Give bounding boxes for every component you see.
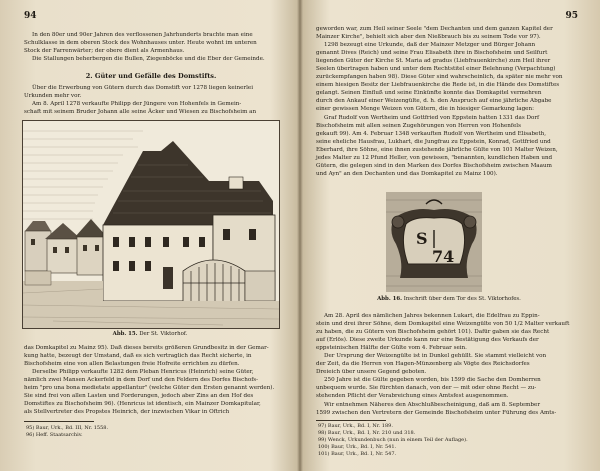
body-line: und Ayn" an den Dechanten und das Domkapitel zu Mainz 100). xyxy=(316,170,498,177)
emblem-number: 74 xyxy=(432,247,455,266)
inscription-emblem xyxy=(386,192,482,292)
body-line: Am 8. April 1278 verkaufte Philipp der Jüngere von Hohenfels in Gemein- xyxy=(32,101,242,108)
body-line: Seelen übertragen haben und unter dem Rechtstitel einer Belehnung (Verpachtung) xyxy=(316,66,556,73)
right-top-paragraphs xyxy=(316,25,582,178)
page-number-left: 94 xyxy=(24,11,37,21)
body-line: Bischofsheim mit allen seinen Zugehörungen von Herren von Hohenfels xyxy=(316,122,521,129)
body-line: einer gewissen Menge Weizen von Gütern, die in hiesiger Gemarkung lagen: xyxy=(316,106,534,113)
body-line: auf (Erlös). Diese zweite Urkunde kann nur eine Bestätigung des Verkaufs der xyxy=(316,337,539,344)
footnote: 96) Heff. Staatsarchiv. xyxy=(26,432,83,438)
intro-line: Schulklasse in dem oberen Stock des Wohnhauses unter. Heute wohnt im unteren xyxy=(24,40,257,47)
body-line: 1298 bezeugt eine Urkunde, daß der Mainzer Metzger und Bürger Johann xyxy=(324,42,536,49)
footnotes-right xyxy=(318,423,468,458)
footnotes-left xyxy=(26,425,108,439)
body-line: Graf Rudolf von Wertheim und Gottfried von Eppstein hatten 1331 das Dorf xyxy=(324,114,540,121)
body-line: kung hatte, bezeugt der Umstand, daß es sich vertraglich das Recht sicherte, in xyxy=(24,353,252,360)
body-line: einem hiesigen Besitz der Liebfrauenkirche die Rede ist, in die Hände des Domstiftes xyxy=(316,82,560,89)
body-line: unbequem wurde. Sie fürchten danach, von der — mit oder ohne Recht — zu- xyxy=(316,385,537,392)
body-line: Sie sind frei von allen Lasten und Forderungen, jedoch aber Zins an den Hof des xyxy=(24,393,254,400)
body-line: Derselbe Philipp verkaufte 1282 dem Pleban Henricus (Heinrich) seine Güter, xyxy=(32,369,254,376)
body-line: schaft mit seinem Bruder Johann alle seine Äcker und Wiesen zu Bischofsheim an xyxy=(24,109,257,116)
body-line: liegenden Güter der Kirche St. Maria ad gradus (Liebfrauenkirche) zum Heil ihrer xyxy=(316,58,551,65)
body-line: nämlich zwei Mansen Ackerfeld in dem Dorf und den Feldern des Dorfes Bischofs- xyxy=(24,377,259,384)
body-line: seine eheliche Hausfrau, Lukhart, die Jungfrau zu Eppstein, Konrad, Gottfried und xyxy=(316,138,551,145)
footnote: 97) Baur, Urk., Bd. I, Nr. 189. xyxy=(318,423,393,429)
body-line: durch den Ankauf einer Weizengülte, d. h. den Anspruch auf eine jährliche Abgabe xyxy=(316,98,552,105)
footnote: 95) Baur, Urk., Bd. III, Nr. 1558. xyxy=(26,425,109,431)
body-line: der Zeit, da die Herren von Hagen-Münzenberg als Vögte des Reichsdorfes xyxy=(316,361,530,368)
body-line: gekauft 99). Am 4. Februar 1348 verkauften Rudolf von Wertheim und Elisabeth, xyxy=(316,130,547,137)
body-line: eppsteinischen Hälfte der Gülte vom 4. Februar sein. xyxy=(316,345,467,352)
body-line: das Domkapitel zu Mainz 95). Daß dieses bereits größeren Grundbesitz in der Gemar- xyxy=(24,345,269,351)
emblem-letter: S xyxy=(416,229,428,248)
intro-line: Stock der Farrenwärter; der obere dient als Armenhaus. xyxy=(24,48,185,55)
section-heading: 2. Güter und Gefälle des Domstifts. xyxy=(85,72,217,80)
body-line: Eberhard, ihre Söhne, eine ihnen zustehende jährliche Gülte von 101 Malter Weizen, xyxy=(316,146,558,153)
body-line: zu haben, die zu Gütern von Bischofsheim gehört 101). Dafür gaben sie das Recht xyxy=(316,329,550,336)
body-line: heim "pro una bona medietate appellantur" (welche Güter den Ersten genannt werden). xyxy=(24,385,275,392)
intro-line: Die Stallungen beherbergen die Bullen, Ziegenböcke und die Eber der Gemeinde. xyxy=(32,56,265,63)
body-line: Bischofsheim eine von allen Belastungen freie Hofreite errichten zu dürfen. xyxy=(24,361,240,368)
body-line: geworden war, zum Heil seiner Seele "dem Dechanten und dem ganzen Kapitel der xyxy=(316,26,553,32)
footnote-rule xyxy=(316,420,386,421)
body-line: Dreieich über unsere Gegend geboten. xyxy=(316,369,427,376)
viktorhof-drawing xyxy=(23,121,279,328)
body-line: stehenden Pflicht der Verabreichung eines Amtsfest ausgenommen. xyxy=(316,393,509,400)
footnote: 101) Baur, Urk., Bd. I, Nr. 547. xyxy=(318,451,397,457)
body-line: Wir entnehmen Näheres den Abschlußbescheinigung, daß am 8. September xyxy=(324,401,540,408)
figure-caption-label: Abb. 16. xyxy=(377,296,402,302)
figure-caption-text: Der St. Viktorhof. xyxy=(139,331,188,337)
intro-paragraphs xyxy=(24,31,278,63)
footnote: 100) Baur, Urk., Bd. I, Nr. 541. xyxy=(318,444,397,450)
body-line: als Stellvertreter des Propstes Heinrich, der inzwischen Vikar in Oftrich xyxy=(24,409,230,416)
body-line: stein und drei ihrer Söhne, dem Domkapitel eine Weizengülte von 50 1/2 Malter verkauft xyxy=(316,321,570,328)
body-line: Über die Erwerbung von Gütern durch das Domstift vor 1278 liegen keinerlei xyxy=(32,85,253,91)
body-line: genannt Dives (Reich) und seine Frau Elisabeth ihre in Bischofsheim und Seilfurt xyxy=(316,50,548,57)
body-line: jedes Malter zu 12 Pfund Heller, von gewissen, "benannten, kundlichen Haben und xyxy=(316,154,553,161)
body-paragraphs xyxy=(24,84,278,116)
after-figure-paragraphs xyxy=(24,344,278,416)
body-line: Der Ursprung der Weizengülte ist in Dunkel gehüllt. Sie stammt vielleicht von xyxy=(324,353,547,360)
body-line: Urkunden mehr vor. xyxy=(24,93,82,100)
viktorhof-illustration xyxy=(22,120,280,329)
footnote: 98) Baur, Urk., Bd. I, Nr. 210 und 318. xyxy=(318,430,416,436)
body-line: gelangt. Seinen Einfluß und seine Einkünfte konnte das Domkapitel vermehren xyxy=(316,90,542,97)
body-line: Domstiftes zu Bischofsheim 96). (Henricus ist identisch, ein Mainzer Domkapitular, xyxy=(24,401,261,408)
right-page xyxy=(300,0,600,471)
page-number-right: 95 xyxy=(565,11,578,21)
figure-caption-15 xyxy=(22,331,278,337)
right-bottom-paragraphs xyxy=(316,312,582,417)
figure-caption-label: Abb. 15. xyxy=(112,331,138,337)
figure-caption-text: Inschrift über dem Tor des St. Viktorhofes. xyxy=(403,296,521,302)
figure-caption-16 xyxy=(316,296,582,302)
body-line: Gütern, die gelegen sind in den Marken des Dorfes Bischofsheim zwischen Maaum xyxy=(316,162,552,169)
body-line: 250 Jahre ist die Gülte gegeben worden, bis 1599 die Sache den Domherren xyxy=(324,377,541,384)
body-line: Am 28. April des nämlichen Jahres bekennen Lukart, die Edelfrau zu Eppin- xyxy=(324,313,540,319)
footnote-rule xyxy=(24,421,94,422)
footnote: 99) Wenck, Urkundenbuch (nun in einem Teil der Auflage). xyxy=(318,437,468,443)
intro-line: In den 80er und 90er Jahren des verflossenen Jahrhunderts brachte man eine xyxy=(32,32,253,38)
body-line: zurückempfangen haben 98). Diese Güter sind wahrscheinlich, da später nie mehr von xyxy=(316,74,563,81)
body-line: 1599 zwischen den Vertretern der Gemeinde Bischofsheim unter Führung des Amts- xyxy=(316,409,557,416)
body-line: Mainzer Kirche", behielt sich aber den Nießbrauch bis zu seinem Tode vor 97). xyxy=(316,34,541,41)
inscription-emblem-drawing xyxy=(386,192,482,292)
